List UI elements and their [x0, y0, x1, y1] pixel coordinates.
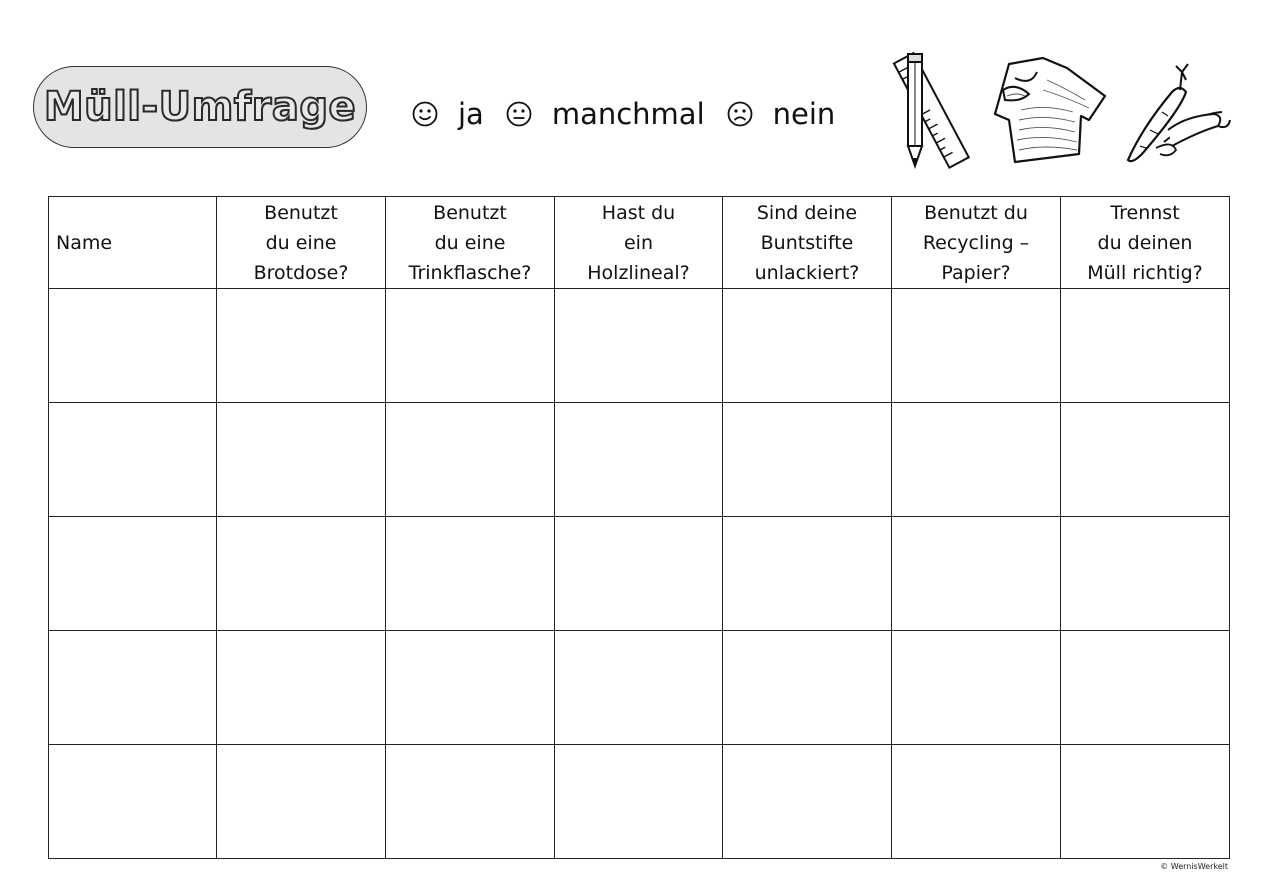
answer-cell[interactable]	[723, 631, 892, 745]
answer-cell[interactable]	[1061, 745, 1230, 859]
answer-cell[interactable]	[892, 631, 1061, 745]
answer-cell[interactable]	[892, 745, 1061, 859]
answer-cell[interactable]	[217, 517, 386, 631]
smiley-happy-icon	[412, 101, 438, 127]
legend-label-sometimes: manchmal	[551, 97, 705, 131]
shirt-icon	[985, 50, 1113, 168]
column-header-water-bottle: Benutzt du eine Trinkflasche?	[386, 197, 555, 289]
answer-cell[interactable]	[555, 745, 723, 859]
answer-cell[interactable]	[386, 517, 555, 631]
column-header-name: Name	[49, 197, 217, 289]
legend-label-yes: ja	[458, 97, 484, 131]
column-header-unvarnished-pencils: Sind deine Buntstifte unlackiert?	[723, 197, 892, 289]
page-title: Müll-Umfrage	[43, 84, 357, 130]
name-cell[interactable]	[49, 517, 217, 631]
table-row	[49, 631, 1230, 745]
name-cell[interactable]	[49, 403, 217, 517]
name-cell[interactable]	[49, 289, 217, 403]
survey-table	[48, 196, 1230, 859]
column-header-recycled-paper: Benutzt du Recycling – Papier?	[892, 197, 1061, 289]
answer-cell[interactable]	[555, 289, 723, 403]
answer-cell[interactable]	[723, 289, 892, 403]
answer-cell[interactable]	[1061, 403, 1230, 517]
answer-cell[interactable]	[1061, 289, 1230, 403]
answer-cell[interactable]	[386, 289, 555, 403]
answer-cell[interactable]	[217, 631, 386, 745]
title-badge	[33, 66, 367, 148]
answer-cell[interactable]	[723, 403, 892, 517]
table-header-row	[49, 197, 1230, 289]
smiley-sad-icon	[727, 101, 753, 127]
table-row	[49, 745, 1230, 859]
copyright-notice: © WernisWerkelt	[1160, 862, 1228, 871]
answer-cell[interactable]	[217, 289, 386, 403]
table-row	[49, 289, 1230, 403]
pencil-ruler-icon	[880, 50, 972, 172]
answer-cell[interactable]	[555, 403, 723, 517]
answer-cell[interactable]	[1061, 631, 1230, 745]
answer-cell[interactable]	[386, 745, 555, 859]
answer-cell[interactable]	[386, 403, 555, 517]
answer-cell[interactable]	[217, 403, 386, 517]
legend-item-no	[727, 97, 836, 131]
answer-cell[interactable]	[892, 403, 1061, 517]
answer-cell[interactable]	[1061, 517, 1230, 631]
column-header-lunchbox: Benutzt du eine Brotdose?	[217, 197, 386, 289]
table-row	[49, 403, 1230, 517]
answer-cell[interactable]	[892, 289, 1061, 403]
table-row	[49, 517, 1230, 631]
answer-cell[interactable]	[892, 517, 1061, 631]
legend-label-no: nein	[772, 97, 836, 131]
smiley-neutral-icon	[506, 101, 532, 127]
answer-cell[interactable]	[555, 517, 723, 631]
answer-legend	[412, 92, 857, 136]
answer-cell[interactable]	[723, 745, 892, 859]
column-header-wooden-ruler: Hast du ein Holzlineal?	[555, 197, 723, 289]
carrot-icon	[1120, 50, 1234, 168]
answer-cell[interactable]	[217, 745, 386, 859]
answer-cell[interactable]	[723, 517, 892, 631]
column-header-waste-sorting: Trennst du deinen Müll richtig?	[1061, 197, 1230, 289]
legend-item-yes	[412, 97, 484, 131]
answer-cell[interactable]	[555, 631, 723, 745]
name-cell[interactable]	[49, 745, 217, 859]
answer-cell[interactable]	[386, 631, 555, 745]
legend-item-sometimes	[506, 97, 705, 131]
name-cell[interactable]	[49, 631, 217, 745]
